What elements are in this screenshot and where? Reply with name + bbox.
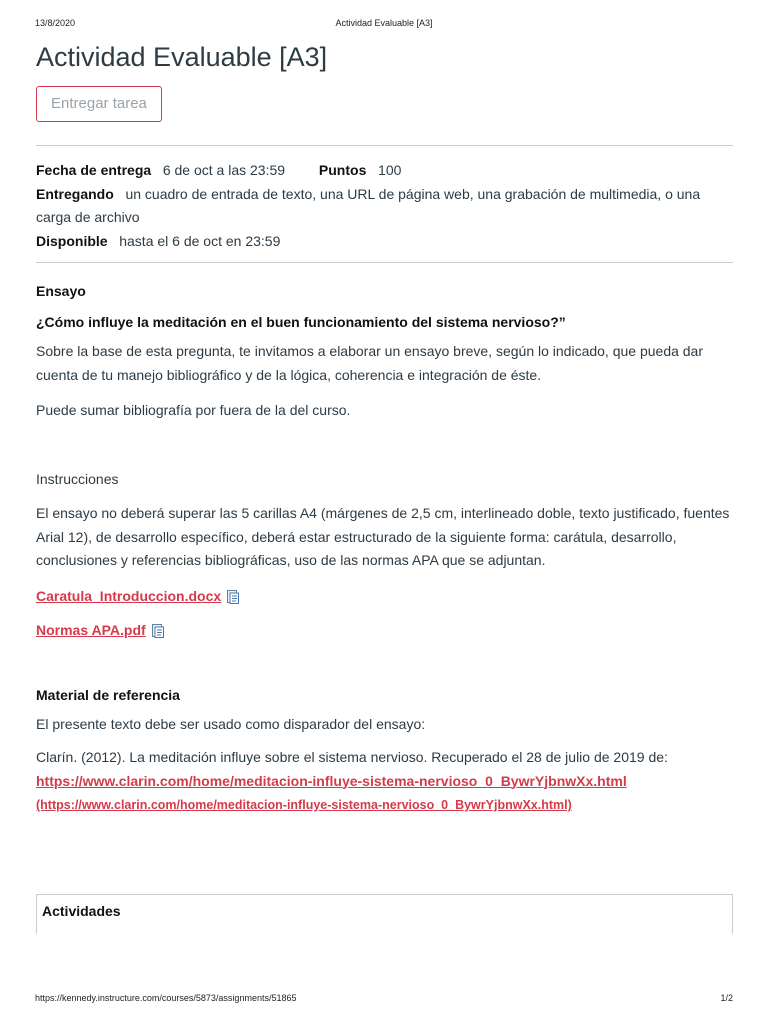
points-label: Puntos <box>318 162 367 178</box>
intro-paragraph: Sobre la base de esta pregunta, te invitamos a elaborar un ensayo breve, según lo indicado, que pueda dar cuenta de tu manejo bibliográfico y de la lógica, coherencia e integración de éste. <box>36 343 704 383</box>
available-label: Disponible <box>36 232 108 249</box>
divider-bottom <box>36 262 733 263</box>
file-link-caratula[interactable]: Caratula_Introduccion.docx <box>36 587 222 604</box>
assignment-description <box>36 283 733 818</box>
available-value: hasta el 6 de oct en 23:59 <box>119 232 281 249</box>
due-label: Fecha de entrega <box>36 162 152 178</box>
page-title: Actividad Evaluable [A3] <box>36 42 328 72</box>
citation-text: Clarín. (2012). La meditación influye sobre el sistema nervioso. Recuperado el 28 de julio de 2019 de: <box>36 749 668 765</box>
submitting-value: un cuadro de entrada de texto, una URL de página web, una grabación de multimedia, o una carga de archivo <box>36 185 701 225</box>
submitting-label: Entregando <box>36 185 114 202</box>
print-url: https://kennedy.instructure.com/courses/5873/assignments/51865 <box>35 993 297 1003</box>
bibliography-note: Puede sumar bibliografía por fuera de la del curso. <box>36 402 351 418</box>
print-page-number: 1/2 <box>720 993 733 1003</box>
activities-panel <box>36 894 733 934</box>
available-row <box>36 230 733 254</box>
points-value: 100 <box>378 162 402 178</box>
assignment-details <box>36 159 733 253</box>
document-preview-icon[interactable] <box>227 588 239 602</box>
citation-link[interactable]: https://www.clarin.com/home/meditacion-influye-sistema-nervioso_0_BywrYjbnwXx.html <box>36 772 627 789</box>
file-attachment-row <box>36 619 733 642</box>
citation <box>36 746 733 818</box>
print-header <box>35 18 733 32</box>
file-attachment-row <box>36 585 733 608</box>
document-preview-icon[interactable] <box>152 622 164 636</box>
print-footer <box>35 993 733 1007</box>
due-row <box>36 159 733 183</box>
activities-heading: Actividades <box>42 903 121 919</box>
submitting-row <box>36 183 733 230</box>
divider-top <box>36 145 733 146</box>
question-heading: ¿Cómo influye la meditación en el buen funcionamiento del sistema nervioso?” <box>36 314 566 330</box>
reference-intro: El presente texto debe ser usado como disparador del ensayo: <box>36 715 426 732</box>
submit-assignment-button[interactable]: Entregar tarea <box>36 86 162 122</box>
instructions-heading: Instrucciones <box>36 470 119 487</box>
ensayo-heading: Ensayo <box>36 283 86 299</box>
file-link-normas-apa[interactable]: Normas APA.pdf <box>36 621 146 638</box>
reference-heading: Material de referencia <box>36 686 180 703</box>
due-value: 6 de oct a las 23:59 <box>162 162 286 178</box>
assignment-content <box>36 40 733 818</box>
citation-link-printed[interactable]: (https://www.clarin.com/home/meditacion-influye-sistema-nervioso_0_BywrYjbnwXx.html) <box>36 798 572 812</box>
instructions-text: El ensayo no deberá superar las 5 carillas A4 (márgenes de 2,5 cm, interlineado doble, texto justificado, fuentes Arial 12), de desarrollo específico, deberá estar estructurado de la siguiente forma: carátula, desarrollo, conclusiones y referencias bibliográficas, uso de las normas APA que se adjuntan. <box>36 505 730 568</box>
print-date: 13/8/2020 <box>35 18 76 28</box>
print-doc-title: Actividad Evaluable [A3] <box>335 18 433 28</box>
